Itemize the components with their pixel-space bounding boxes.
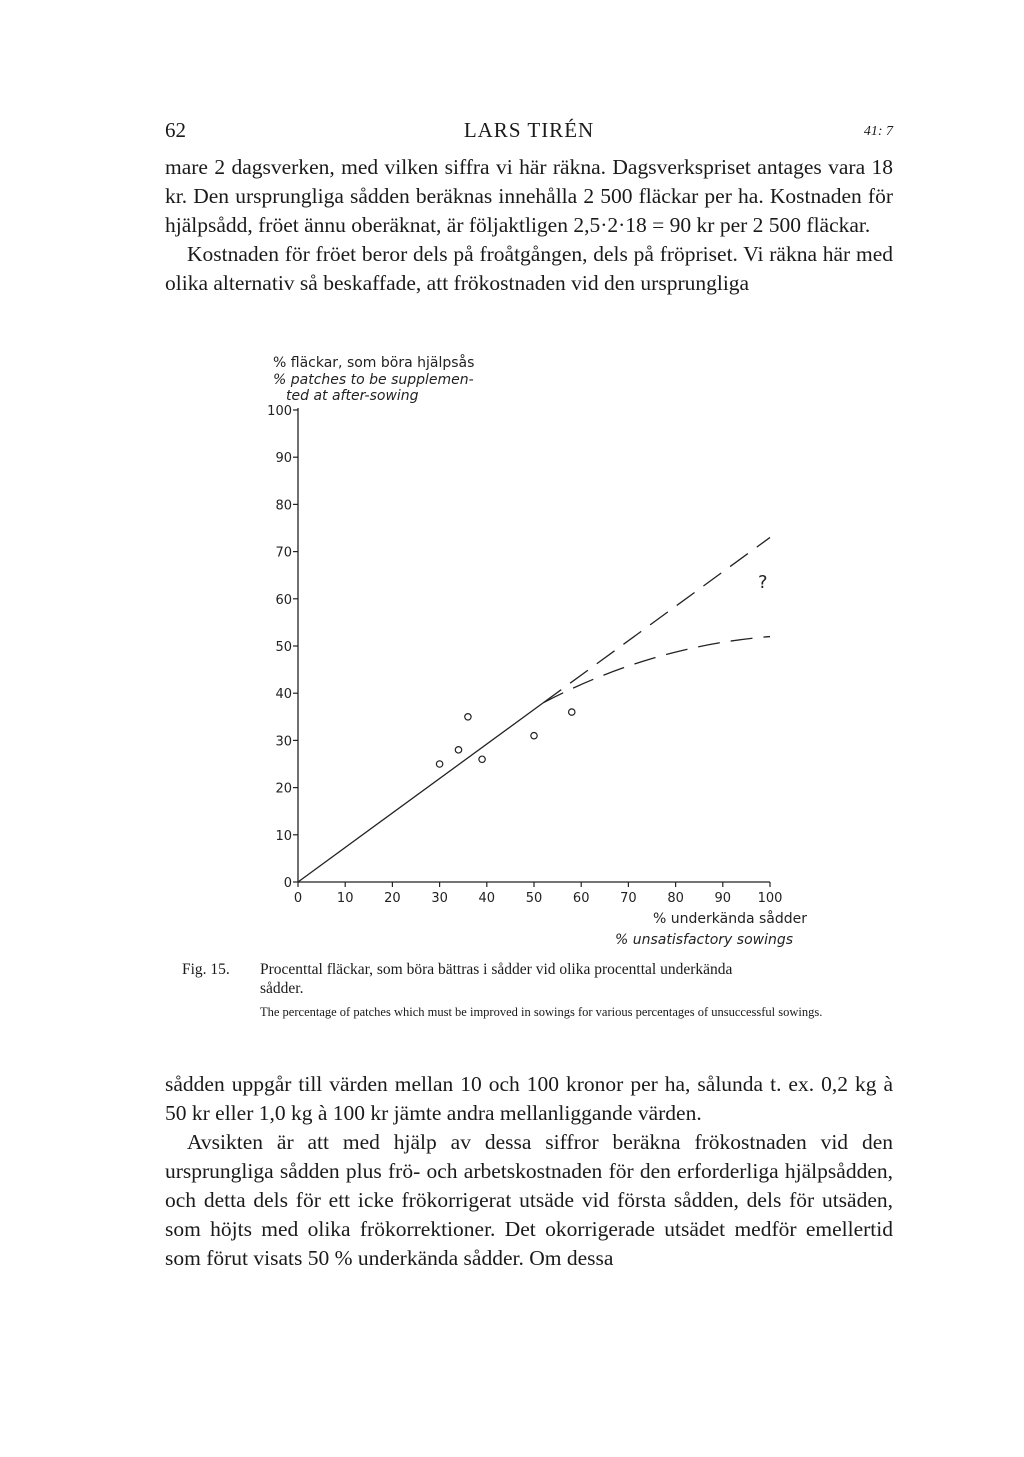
x-tick-label: 0 [293, 891, 303, 906]
paragraph: Kostnaden för fröet beror dels på froåtgången, dels på fröpriset. Vi räkna här med olika alternativ så beskaffade, att frökostnaden vid den ursprungliga [165, 242, 893, 295]
x-tick-label: 10 [336, 891, 354, 906]
caption-swedish-continuation: sådder. [260, 980, 304, 997]
issue-signature: 41: 7 [863, 124, 893, 139]
y-tick-label: 50 [275, 640, 292, 655]
dashed-trend-line [543, 637, 770, 703]
page-header [165, 118, 893, 148]
x-tick-label: 80 [667, 891, 684, 906]
plot-area [267, 404, 782, 906]
figure-caption-english: The percentage of patches which must be improved in sowings for various percentages of unsuccessful sowings. [260, 1005, 823, 1019]
x-axis-label-swedish: % underkända sådder [653, 911, 807, 927]
y-tick-label: 20 [275, 781, 292, 797]
x-tick-label: 100 [757, 891, 783, 906]
x-tick-label: 30 [431, 891, 448, 906]
paragraph: Avsikten är att med hjälp av dessa siffror beräkna frökostnaden vid den ursprungliga sådden plus frö- och arbetskostnaden för den erforderliga hjälpsådden, och detta dels för ett icke frökorrigerat utsäde vid första sådden, dels för utsäden, som höjts med olika frökorrektioner. Det okorrigerade utsädet medför emellertid som förut visats 50 % underkända sådder. Om dessa [165, 1130, 893, 1270]
figure-caption-swedish [182, 960, 888, 998]
data-point [455, 747, 461, 753]
figure-15-chart [240, 340, 840, 960]
x-tick-label: 40 [478, 891, 496, 906]
data-point [569, 709, 575, 715]
running-head: LARS TIRÉN [463, 118, 595, 142]
y-tick-label: 30 [275, 734, 292, 750]
x-tick-label: 90 [714, 891, 732, 906]
data-point [531, 732, 537, 738]
caption-swedish-text: Procenttal fläckar, som böra bättras i sådder vid olika procenttal underkända [260, 961, 733, 978]
figure-label: Fig. 15. [182, 961, 230, 978]
y-tick-label: 40 [275, 687, 292, 703]
y-tick-label: 70 [275, 545, 292, 561]
y-axis-label-english-2: ted at after-sowing [286, 388, 419, 404]
data-point [479, 756, 485, 762]
y-axis-label-english-1: % patches to be supplemen- [273, 372, 474, 388]
data-point [465, 714, 471, 720]
x-tick-label: 70 [620, 891, 637, 906]
y-tick-label: 80 [275, 498, 292, 514]
top-text-block [165, 153, 893, 298]
bottom-text-block [165, 1070, 893, 1273]
y-tick-label: 10 [275, 828, 292, 844]
y-axis-label-swedish: % fläckar, som böra hjälpsås [273, 355, 475, 371]
solid-trend-line [298, 703, 543, 882]
x-tick-label: 60 [572, 891, 590, 906]
page-number: 62 [165, 118, 186, 142]
dashed-trend-line [543, 537, 770, 702]
paragraph: sådden uppgår till värden mellan 10 och 100 kronor per ha, sålunda t. ex. 0,2 kg à 50 kr eller 1,0 kg à 100 kr jämte andra mellanliggande värden. [165, 1072, 893, 1125]
question-mark: ? [758, 572, 768, 593]
x-tick-label: 20 [384, 891, 401, 906]
y-tick-label: 100 [267, 404, 292, 419]
x-tick-label: 50 [525, 891, 543, 906]
paragraph: mare 2 dagsverken, med vilken siffra vi här räkna. Dagsverkspriset antages vara 18 kr. Den ursprungliga sådden beräknas innehålla 2 500 fläckar per ha. Kostnaden för hjälpsådd, fröet ännu oberäknat, är följaktligen 2,5·2·18 = 90 kr per 2 500 fläckar. [165, 155, 893, 237]
y-tick-label: 60 [275, 592, 292, 608]
x-axis-label-english: % unsatisfactory sowings [615, 932, 794, 948]
y-tick-label: 0 [283, 876, 292, 891]
y-tick-label: 90 [275, 451, 292, 467]
data-point [436, 761, 442, 767]
